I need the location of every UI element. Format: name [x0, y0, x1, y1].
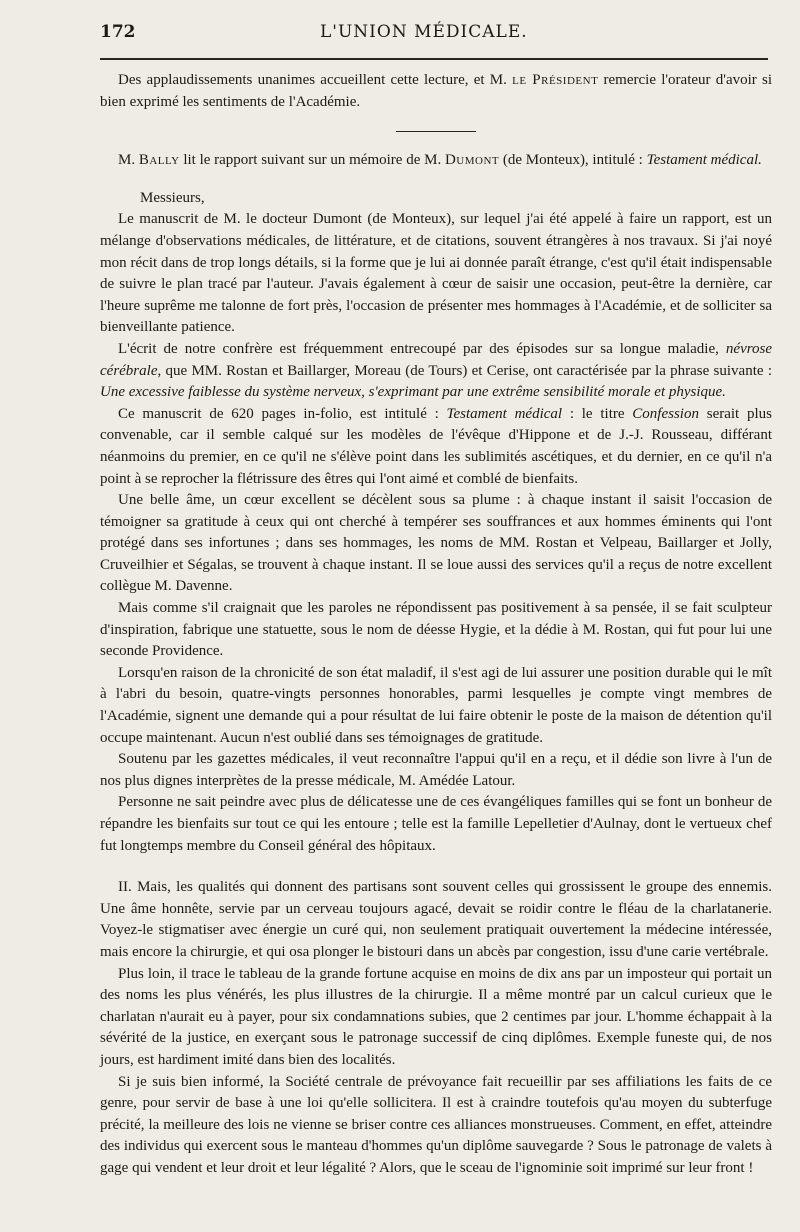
text-run: L'écrit de notre confrère est fréquemment entrecoupé par des épisodes sur sa longue maladie,: [118, 340, 726, 357]
paragraph-gratitude: Une belle âme, un cœur excellent se décèlent sous sa plume : à chaque instant il saisit l'occasion de témoigner sa gratitude à ceux qui ont cherché à tempérer ses souffrances et aux hommes éminents qui l'ont protégé dans ses infortunes ; dans ses hommages, les noms de MM. Rostan et Velpeau, Baillarger et Jolly, Cruveilhier et Ségalas, se trouvent à chaque instant. Il se loue aussi des services qu'il a reçus de notre excellent collègue M. Davenne.: [100, 492, 772, 595]
section-divider: [396, 131, 476, 132]
author-name: Bally: [138, 152, 180, 169]
paragraph-society: Si je suis bien informé, la Société centrale de prévoyance fait recueillir par ses affiliations les faits de ce genre, pour servir de base à une loi qu'elle sollicitera. Il est à craindre toutefois qu'au moyen du subterfuge précité, la meilleure des lois ne vienne se briser contre ces alliances monstrueuses. Comment, en effet, atteindre des individus qui exercent sous le manteau d'hommes qu'un diplôme sauvegarde ? Sous le patronage de valets à gage qui vendent et leur droit et leur légalité ? Alors, que le sceau de l'ignominie soit imprimé sur leur front !: [100, 1073, 772, 1176]
text-run: , que MM. Rostan et Baillarger, Moreau (de Tours) et Cerise, ont caractérisée par la phrase suivante :: [157, 362, 772, 379]
italic-term: névrose cérébrale: [100, 340, 772, 379]
page-header: [100, 22, 772, 52]
text-run: (de Monteux), intitulé :: [499, 152, 647, 169]
italic-term: Confession: [632, 405, 699, 422]
text-run: Ce manuscrit de 620 pages in-folio, est intitulé :: [118, 405, 447, 422]
header-rule: [100, 58, 768, 60]
paragraph-statuette: Mais comme s'il craignait que les paroles ne répondissent pas positivement à sa pensée, il se fait sculpteur d'inspiration, fabrique une statuette, sous le nom de déesse Hygie, et la dédie à M. Rostan, qui fut pour lui une seconde Providence.: [100, 600, 772, 660]
text-run: M.: [118, 152, 139, 169]
president-name: le Président: [512, 72, 599, 88]
text-run: remercie l'orateur d'avoir si bien exprimé les sentiments de l'Académie.: [100, 72, 772, 110]
italic-term: Testament médical: [446, 405, 563, 422]
page-number: 172: [100, 22, 136, 42]
italic-quote: Une excessive faiblesse du système nerveux, s'exprimant par une extrême sensibilité morale et physique.: [100, 384, 726, 401]
paragraph-title: [100, 404, 772, 490]
paragraph-applause: [100, 70, 772, 113]
salutation: Messieurs,: [140, 189, 205, 206]
memoir-title: Testament médical.: [646, 152, 762, 169]
paragraph-manuscript: Le manuscrit de M. le docteur Dumont (de Monteux), sur lequel j'ai été appelé à faire un rapport, est un mélange d'observations médicales, de littérature, et de citations, souvent étrangères à nos travaux. Si j'ai noyé mon récit dans de trop longs détails, si la forme que je lui ai donnée paraît étrange, c'est qu'il était indispensable de suivre le plan tracé par l'auteur. J'avais également à cœur de saisir une occasion, peut-être la dernière, car l'heure suprême me talonne de fort près, l'occasion de présenter mes hommages à l'Académie, et de solliciter sa bienveillante patience.: [100, 211, 772, 336]
paragraph-report-intro: [100, 150, 772, 172]
spacer: [100, 857, 772, 877]
running-title: L'UNION MÉDICALE.: [320, 22, 528, 42]
paragraph-position: Lorsqu'en raison de la chronicité de son état maladif, il s'est agi de lui assurer une position durable qui le mît à l'abri du besoin, quatre-vingts personnes honorables, parmi lesquelles je compte vingt membres de l'Académie, signent une demande qui a pour résultat de lui faire obtenir le poste de la maison de détention qu'il occupe maintenant. Aucun n'est oublié dans ses témoignages de gratitude.: [100, 664, 772, 746]
text-run: lit le rapport suivant sur un mémoire de M.: [179, 152, 445, 169]
body-text: [100, 70, 772, 1180]
text-run: Des applaudissements unanimes accueillent cette lecture, et M.: [118, 72, 513, 88]
spacer: [100, 172, 772, 188]
paragraph-gazettes: Soutenu par les gazettes médicales, il veut reconnaître l'appui qu'il en a reçu, et il dédie son livre à l'un de nos plus dignes interprètes de la presse médicale, M. Amédée Latour.: [100, 751, 772, 789]
author-name: Dumont: [444, 152, 500, 169]
paragraph-nevrose: [100, 339, 772, 404]
paragraph-section-two: II. Mais, les qualités qui donnent des partisans sont souvent celles qui grossissent le groupe des ennemis. Une âme honnête, servie par un cerveau toujours agacé, devait se roidir contre le fléau de la charlatanerie. Voyez-le stigmatiser avec énergie un curé qui, non seulement pratiquait ouvertement la médecine intéressée, mais encore la chirurgie, et qui osa plonger le bistouri dans un abcès par congestion, issu d'une carie vertébrale.: [100, 879, 772, 960]
text-run: : le titre: [562, 405, 633, 422]
text-run: serait plus convenable, car il semble calqué sur les modèles de l'évêque d'Hippone et de J.-J. Rousseau, différant néanmoins du premier, en ce qu'il ne s'élève point dans les sublimités ascétiques, et du dernier, en ce qu'il n'a point à se reprocher la flétrissure des êtres qui l'ont aimé et comblé de bienfaits.: [100, 405, 772, 487]
paragraph-imposter: Plus loin, il trace le tableau de la grande fortune acquise en moins de dix ans par un imposteur qui portait un des noms les plus vénérés, les plus illustres de la chirurgie. Il a même montré par un calcul curieux que le charlatan n'aurait eu à payer, pour six condamnations subies, que 2 centimes par jour. L'homme échappait à la sévérité de la justice, en exerçant sous le patronage successif de cinq diplômes. Exemple funeste qui, de nos jours, est hardiment imité dans bien des localités.: [100, 965, 772, 1068]
paragraph-family: Personne ne sait peindre avec plus de délicatesse une de ces évangéliques familles qui se font un bonheur de répandre les bienfaits sur tout ce qui les entoure ; telle est la famille Lepelletier d'Aulnay, dont le vertueux chef fut longtemps membre du Conseil général des hôpitaux.: [100, 794, 772, 854]
